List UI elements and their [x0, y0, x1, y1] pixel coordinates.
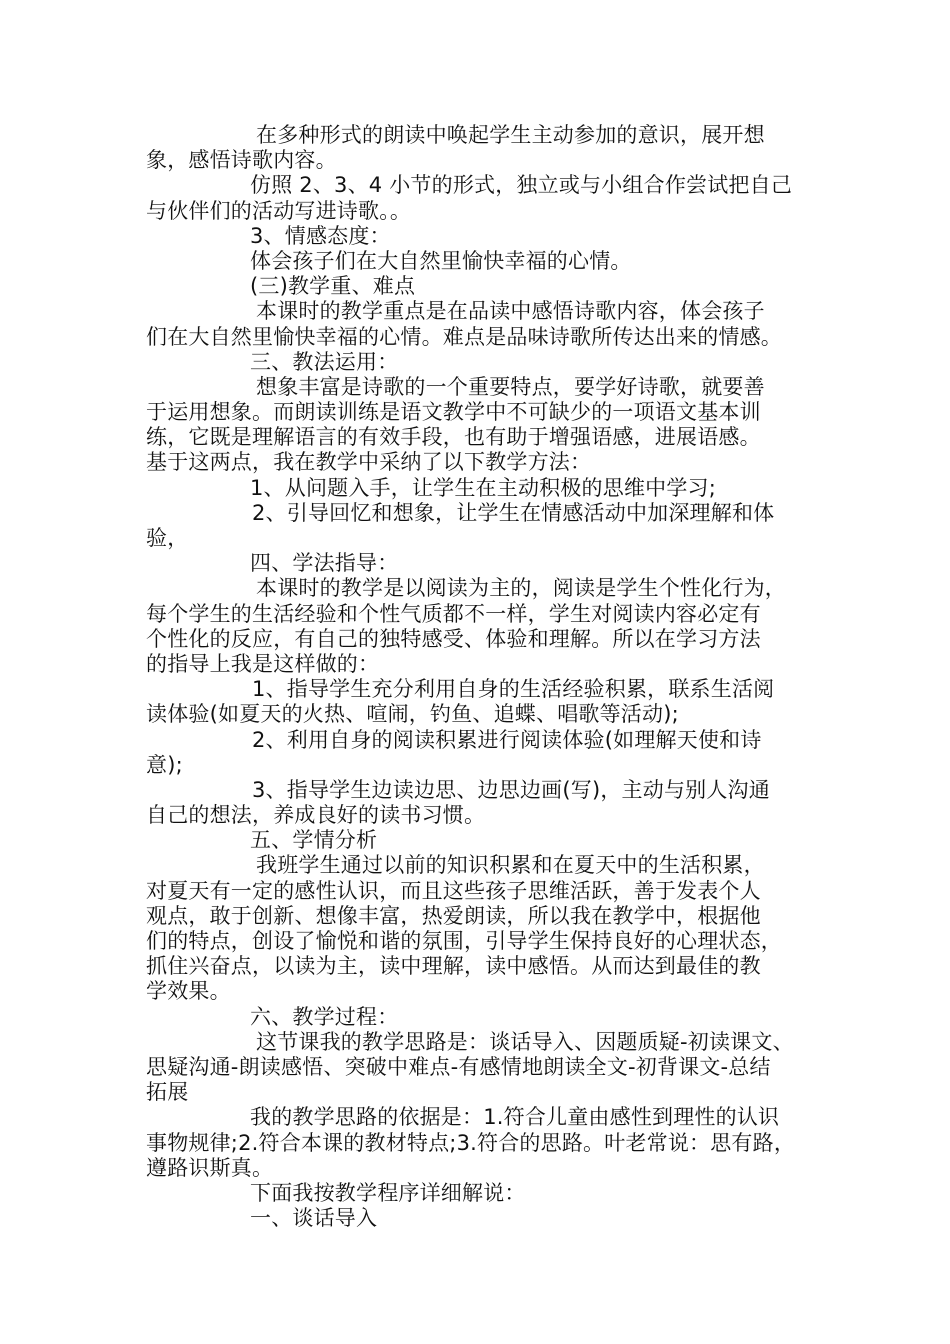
text-line: 1、指导学生充分利用自身的生活经验积累，联系生活阅: [252, 677, 775, 702]
text-line: 3、指导学生边读边思、边思边画(写)，主动与别人沟通: [252, 777, 770, 802]
text-line: 抓住兴奋点，以读为主，读中理解，读中感悟。从而达到最佳的教: [146, 954, 761, 979]
text-line: 个性化的反应，有自己的独特感受、体验和理解。所以在学习方法: [146, 626, 761, 651]
text-line: 2、利用自身的阅读积累进行阅读体验(如理解天使和诗: [252, 727, 762, 752]
text-line: 们在大自然里愉快幸福的心情。难点是品味诗歌所传达出来的情感。: [146, 324, 782, 349]
text-line: 学效果。: [146, 979, 231, 1004]
text-line: 意);: [146, 752, 183, 777]
text-line: 3、情感态度：: [250, 223, 391, 248]
text-line: 六、教学过程：: [250, 1004, 399, 1029]
text-line: 们的特点，创设了愉悦和谐的氛围，引导学生保持良好的心理状态，: [146, 929, 782, 953]
text-line: 象，感悟诗歌内容。: [146, 148, 337, 173]
text-line: 思疑沟通-朗读感悟、突破中难点-有感情地朗读全文-初背课文-总结: [146, 1054, 771, 1079]
text-line: 拓展: [146, 1080, 189, 1105]
text-line: 对夏天有一定的感性认识，而且这些孩子思维活跃，善于发表个人: [146, 878, 761, 903]
document-body: [146, 123, 810, 1231]
text-line: 每个学生的生活经验和个性气质都不一样，学生对阅读内容必定有: [146, 601, 761, 626]
text-line: 事物规律;2.符合本课的教材特点;3.符合的思路。叶老常说：思有路，: [146, 1130, 796, 1155]
text-line: 想象丰富是诗歌的一个重要特点，要学好诗歌，就要善: [256, 374, 765, 399]
text-line: 1、从问题入手，让学生在主动积极的思维中学习;: [250, 475, 717, 500]
text-line: 这节课我的教学思路是：谈话导入、因题质疑-初读课文、: [256, 1029, 794, 1054]
text-line: 我班学生通过以前的知识积累和在夏天中的生活积累，: [256, 853, 765, 878]
text-line: (三)教学重、难点: [250, 274, 416, 299]
text-line: 体会孩子们在大自然里愉快幸福的心情。: [250, 248, 632, 273]
text-line: 仿照 2、3、4 小节的形式，独立或与小组合作尝试把自己: [250, 173, 793, 198]
text-line: 自己的想法，养成良好的读书习惯。: [146, 803, 486, 828]
text-line: 本课时的教学重点是在品读中感悟诗歌内容，体会孩子: [256, 299, 765, 324]
text-line: 遵路识斯真。: [146, 1155, 274, 1180]
text-line: 观点，敢于创新、想像丰富，热爱朗读，所以我在教学中，根据他: [146, 903, 761, 928]
text-line: 验，: [146, 526, 189, 550]
text-line: 读体验(如夏天的火热、喧闹，钓鱼、追蝶、唱歌等活动);: [146, 702, 679, 727]
text-line: 四、学法指导：: [250, 551, 399, 576]
text-line: 于运用想象。而朗读训练是语文教学中不可缺少的一项语文基本训: [146, 400, 761, 425]
text-line: 2、引导回忆和想象，让学生在情感活动中加深理解和体: [252, 500, 775, 525]
text-line: 本课时的教学是以阅读为主的，阅读是学生个性化行为，: [256, 576, 786, 601]
text-line: 我的教学思路的依据是：1.符合儿童由感性到理性的认识: [250, 1105, 780, 1130]
text-line: 五、学情分析: [250, 828, 378, 853]
text-line: 在多种形式的朗读中唤起学生主动参加的意识，展开想: [256, 123, 765, 147]
text-line: 练，它既是理解语言的有效手段，也有助于增强语感，进展语感。: [146, 425, 761, 450]
text-line: 基于这两点，我在教学中采纳了以下教学方法：: [146, 450, 592, 475]
text-line: 与伙伴们的活动写进诗歌。。: [146, 198, 412, 223]
text-line: 一、谈话导入: [250, 1206, 378, 1231]
text-line: 下面我按教学程序详细解说：: [250, 1180, 526, 1205]
text-line: 的指导上我是这样做的：: [146, 651, 380, 676]
text-line: 三、教法运用：: [250, 349, 399, 374]
